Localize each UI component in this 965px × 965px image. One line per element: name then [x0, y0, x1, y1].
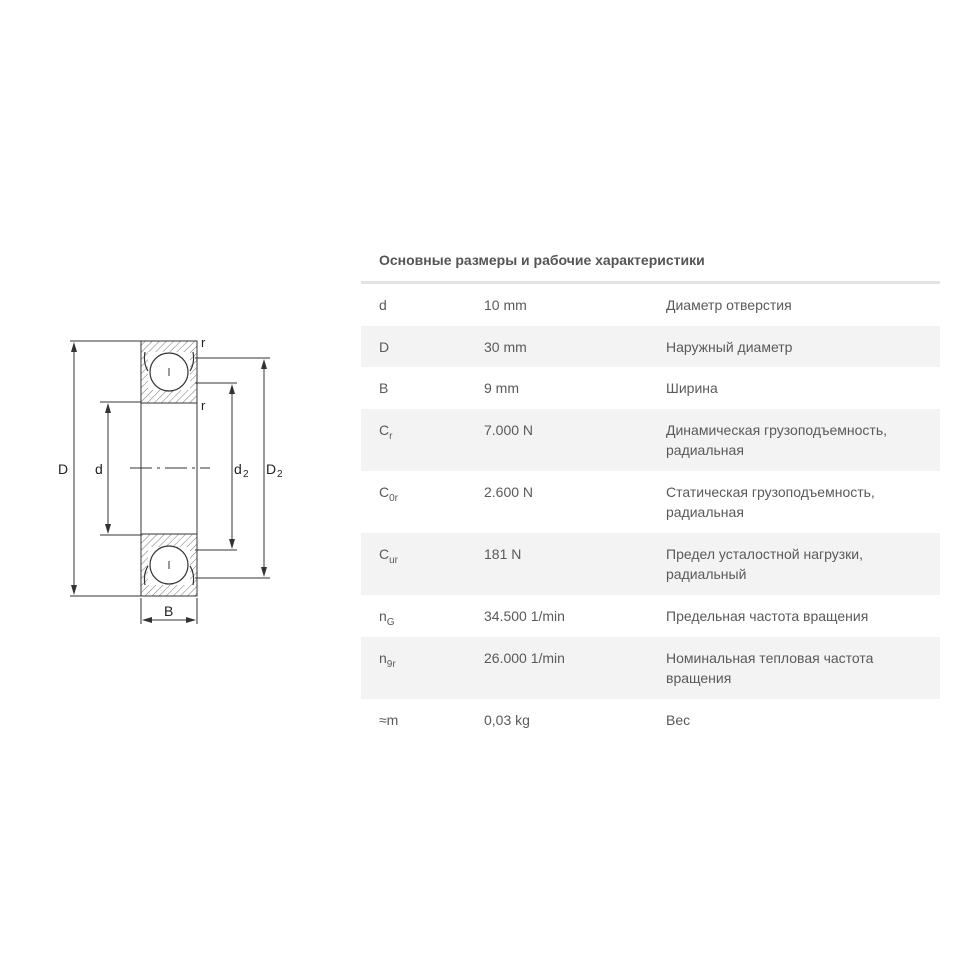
label-D2-sub: 2	[277, 469, 283, 480]
spec-description: Вес	[666, 712, 691, 728]
spec-value: 181 N	[484, 546, 522, 562]
spec-symbol: $C_{ur}$	[379, 546, 399, 566]
arrow-icon	[71, 585, 77, 595]
label-D: D	[58, 461, 69, 477]
spec-symbol: $C_r$	[379, 422, 393, 442]
arrow-icon	[261, 567, 267, 577]
spec-symbol: d	[379, 297, 387, 313]
spec-symbol: D	[379, 339, 390, 355]
spec-value: 26.000 1/min	[484, 650, 565, 666]
spec-row-width	[361, 367, 940, 409]
spec-row-weight	[361, 699, 940, 741]
arrow-icon	[71, 342, 77, 352]
label-B: B	[164, 603, 174, 619]
spec-description: Предел усталостной нагрузки, радиальный	[666, 546, 864, 582]
spec-symbol: $n_{9r}$	[379, 650, 396, 670]
spec-symbol: $C_{0r}$	[379, 484, 399, 504]
spec-value: 9 mm	[484, 380, 519, 396]
bearing-cross-section	[50, 330, 300, 630]
upper-ring-section	[141, 341, 197, 403]
spec-description: Динамическая грузоподъемность, радиальная	[666, 422, 888, 458]
spec-symbol: $n_G$	[379, 608, 395, 628]
arrow-icon	[142, 617, 152, 623]
label-r-top: r	[201, 335, 206, 350]
spec-description: Диаметр отверстия	[666, 297, 792, 313]
spec-description: Наружный диаметр	[666, 339, 793, 355]
spec-row-limiting-speed	[361, 595, 940, 637]
spec-symbol: ≈m	[379, 712, 399, 728]
arrow-icon	[261, 359, 267, 369]
spec-row-static-load	[361, 471, 940, 533]
specs-title: Основные размеры и рабочие характеристики	[361, 245, 940, 284]
arrow-icon	[105, 524, 111, 534]
specs-table	[361, 245, 940, 741]
arrow-icon	[186, 617, 196, 623]
label-D2: D	[266, 461, 277, 477]
spec-value: 30 mm	[484, 339, 527, 355]
arrow-icon	[229, 384, 235, 394]
arrow-icon	[105, 403, 111, 413]
spec-row-dynamic-load	[361, 409, 940, 471]
spec-value: 34.500 1/min	[484, 608, 565, 624]
spec-description: Предельная частота вращения	[666, 608, 869, 624]
arrow-icon	[229, 539, 235, 549]
spec-description: Номинальная тепловая частота вращения	[666, 650, 874, 686]
lower-ring-section	[141, 534, 197, 596]
spec-row-fatigue-load	[361, 533, 940, 595]
spec-row-bore	[361, 284, 940, 326]
spec-description: Статическая грузоподъемность, радиальная	[666, 484, 875, 520]
spec-value: 10 mm	[484, 297, 527, 313]
label-d2: d	[234, 461, 242, 477]
spec-value: 2.600 N	[484, 484, 534, 500]
spec-row-outer-diameter	[361, 326, 940, 367]
label-d2-sub: 2	[243, 469, 249, 480]
spec-symbol: B	[379, 380, 389, 396]
label-r-mid: r	[201, 398, 206, 413]
spec-row-thermal-speed	[361, 637, 940, 699]
label-d: d	[95, 461, 103, 477]
bearing-drawing	[50, 330, 300, 630]
spec-value: 0,03 kg	[484, 712, 530, 728]
spec-value: 7.000 N	[484, 422, 534, 438]
spec-description: Ширина	[666, 380, 718, 396]
